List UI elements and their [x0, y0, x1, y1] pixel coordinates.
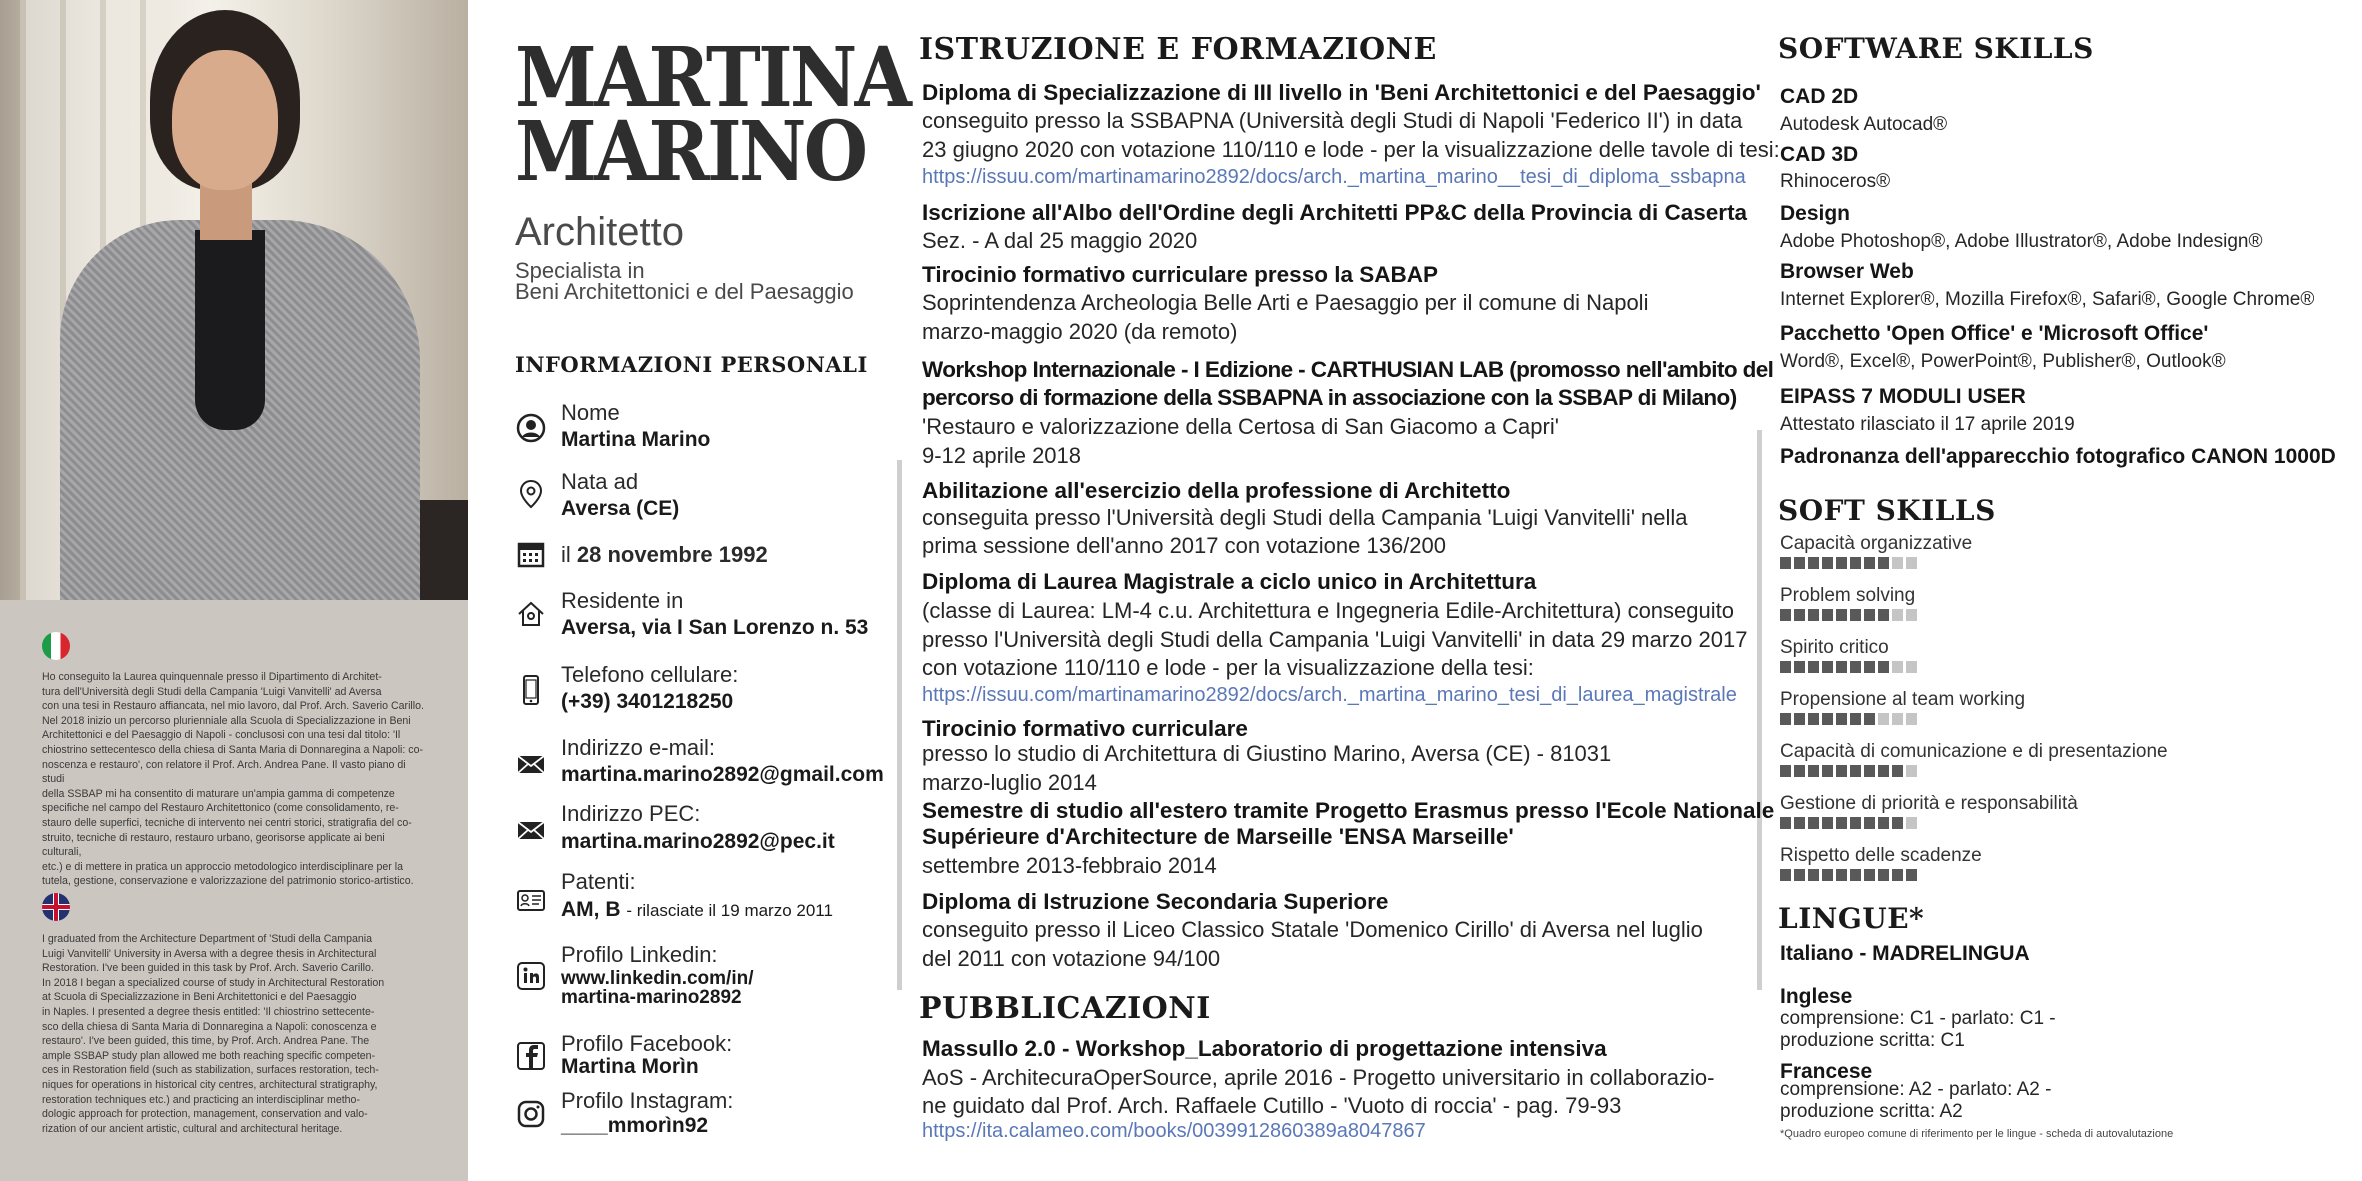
- personal-info-heading: INFORMAZIONI PERSONALI: [515, 352, 868, 377]
- education-text: del 2011 con votazione 94/100: [922, 946, 1221, 971]
- level-segment: [1836, 713, 1847, 725]
- level-segment: [1906, 869, 1917, 881]
- bio-line: struito, tecniche di restauro, restauro urbano, georisorse applicate ai beni culturali,: [42, 831, 385, 859]
- language-native: Italiano - MADRELINGUA: [1780, 942, 2030, 965]
- bio-line: ample SSBAP study plan allowed me both reaching specific competen-: [42, 1049, 376, 1062]
- level-segment: [1822, 557, 1833, 569]
- level-segment: [1794, 661, 1805, 673]
- phone-value[interactable]: (+39) 3401218250: [561, 690, 734, 713]
- education-title: Diploma di Istruzione Secondaria Superiore: [922, 889, 1389, 914]
- home-icon: [515, 598, 547, 630]
- level-segment: [1780, 817, 1791, 829]
- publication-title: Massullo 2.0 - Workshop_Laboratorio di progettazione intensiva: [922, 1036, 1607, 1061]
- level-segment: [1822, 765, 1833, 777]
- bio-line: specifiche nel campo del Restauro Architettonico (come consolidamento, re-: [42, 802, 399, 815]
- soft-skills-heading: SOFT SKILLS: [1778, 494, 1996, 527]
- soft-skill-level-bar: [1780, 817, 1917, 829]
- bio-line: stauro delle superfici, tecniche di intervento nei centri storici, stratigrafia del co-: [42, 816, 412, 829]
- level-segment: [1836, 869, 1847, 881]
- level-segment: [1794, 765, 1805, 777]
- education-text: prima sessione dell'anno 2017 con votazione 136/200: [922, 533, 1447, 558]
- education-text: presso l'Università degli Studi della Campania 'Luigi Vanvitelli' in data 29 marzo 2017: [922, 627, 1748, 652]
- instagram-icon: [515, 1098, 547, 1130]
- bio-line: niques for operations in historical city centres, architectural stratigraphy,: [42, 1078, 378, 1091]
- bio-line: sco della chiesa di Santa Maria di Donnaregina a Napoli: conoscenza e: [42, 1020, 377, 1033]
- calendar-icon: [515, 538, 547, 570]
- uk-flag-icon: [42, 893, 70, 921]
- level-segment: [1850, 869, 1861, 881]
- education-title: Abilitazione all'esercizio della professione di Architetto: [922, 478, 1511, 503]
- education-title: Semestre di studio all'estero tramite Progetto Erasmus presso l'Ecole Nationale: [922, 798, 1775, 823]
- level-segment: [1780, 765, 1791, 777]
- specialization-line1: Specialista in: [515, 258, 645, 283]
- education-title: Diploma di Specializzazione di III livello in 'Beni Architettonici e del Paesaggio': [922, 80, 1761, 105]
- level-segment: [1878, 661, 1889, 673]
- soft-skill-label: Problem solving: [1780, 585, 1916, 606]
- level-segment: [1892, 817, 1903, 829]
- level-segment: [1892, 765, 1903, 777]
- level-segment: [1836, 557, 1847, 569]
- soft-skill-label: Spirito critico: [1780, 637, 1889, 658]
- bio-line: restauro'. I've been guided, this time, by Prof. Arch. Andrea Pane. The: [42, 1035, 370, 1048]
- publication-text: ne guidato dal Prof. Arch. Raffaele Cutillo - 'Vuoto di roccia' - pag. 79-93: [922, 1093, 1622, 1118]
- languages-heading: LINGUE*: [1778, 902, 1925, 935]
- bio-line: Luigi Vanvitelli' University in Aversa with a degree thesis in Architectural: [42, 947, 377, 960]
- facebook-value[interactable]: Martina Morìn: [561, 1055, 699, 1078]
- level-segment: [1780, 713, 1791, 725]
- skill-head-cad2d: CAD 2D: [1780, 85, 1859, 108]
- education-text: presso lo studio di Architettura di Giustino Marino, Aversa (CE) - 81031: [922, 741, 1612, 766]
- level-segment: [1780, 661, 1791, 673]
- level-segment: [1780, 869, 1791, 881]
- level-segment: [1864, 713, 1875, 725]
- bio-line: della SSBAP mi ha consentito di maturare un'ampia gamma di competenze: [42, 787, 395, 800]
- level-segment: [1892, 609, 1903, 621]
- soft-skill-level-bar: [1780, 609, 1917, 621]
- education-heading: ISTRUZIONE E FORMAZIONE: [919, 32, 1437, 67]
- column-divider-right: [1757, 430, 1762, 990]
- soft-skill-level-bar: [1780, 661, 1917, 673]
- level-segment: [1906, 713, 1917, 725]
- birthplace-value: Aversa (CE): [561, 497, 680, 520]
- level-segment: [1906, 557, 1917, 569]
- bio-line: in Naples. I presented a degree thesis entitled: 'Il chiostrino settecente-: [42, 1005, 375, 1018]
- skill-text-browser: Internet Explorer®, Mozilla Firefox®, Safari®, Google Chrome®: [1780, 289, 2315, 310]
- education-text: conseguito presso la SSBAPNA (Università degli Studi di Napoli 'Federico II') in data: [922, 108, 1743, 133]
- residence-label: Residente in: [561, 588, 684, 613]
- education-text: marzo-maggio 2020 (da remoto): [922, 319, 1238, 344]
- level-segment: [1850, 765, 1861, 777]
- residence-value: Aversa, via I San Lorenzo n. 53: [561, 616, 869, 639]
- pec-label: Indirizzo PEC:: [561, 801, 701, 826]
- bio-line: noscenza e restauro', con relatore il Prof. Arch. Andrea Pane. Il vasto piano di studi: [42, 758, 406, 786]
- bio-line: Architettonici e del Paesaggio di Napoli - conclusosi con una tesi dal titolo: 'Il: [42, 729, 401, 742]
- level-segment: [1878, 609, 1889, 621]
- level-segment: [1878, 557, 1889, 569]
- level-segment: [1822, 817, 1833, 829]
- software-skills-heading: SOFTWARE SKILLS: [1778, 32, 2094, 65]
- level-segment: [1906, 817, 1917, 829]
- bio-line: restoration techniques etc.) and practicing an interdisciplinar metho-: [42, 1093, 360, 1106]
- education-title: Tirocinio formativo curriculare: [922, 716, 1248, 741]
- soft-skill-label: Gestione di priorità e responsabilità: [1780, 793, 2078, 814]
- level-segment: [1822, 661, 1833, 673]
- education-title: Diploma di Laurea Magistrale a ciclo unico in Architettura: [922, 569, 1537, 594]
- driving-license-icon: [515, 884, 547, 916]
- soft-skill-level-bar: [1780, 765, 1917, 777]
- language-french-head: Francese: [1780, 1060, 1873, 1083]
- email-value[interactable]: martina.marino2892@gmail.com: [561, 763, 884, 786]
- level-segment: [1808, 869, 1819, 881]
- publications-heading: PUBBLICAZIONI: [919, 991, 1211, 1026]
- bio-line: rization of our ancient artistic, cultural and architectural heritage.: [42, 1122, 343, 1135]
- level-segment: [1808, 661, 1819, 673]
- level-segment: [1836, 817, 1847, 829]
- level-segment: [1808, 817, 1819, 829]
- level-segment: [1822, 609, 1833, 621]
- name-value: Martina Marino: [561, 428, 711, 451]
- level-segment: [1878, 713, 1889, 725]
- skill-text-cad2d: Autodesk Autocad®: [1780, 114, 1948, 135]
- soft-skill-label: Capacità organizzative: [1780, 533, 1973, 554]
- level-segment: [1850, 557, 1861, 569]
- level-segment: [1822, 713, 1833, 725]
- instagram-label: Profilo Instagram:: [561, 1088, 734, 1113]
- level-segment: [1864, 661, 1875, 673]
- linkedin-value-line1[interactable]: www.linkedin.com/in/: [561, 968, 754, 989]
- skill-head-camera: Padronanza dell'apparecchio fotografico CANON 1000D: [1780, 445, 2336, 468]
- language-french-line2: produzione scritta: A2: [1780, 1101, 1963, 1122]
- bio-line: tura dell'Università degli Studi della Campania 'Luigi Vanvitelli' ad Aversa: [42, 685, 382, 698]
- level-segment: [1906, 609, 1917, 621]
- last-name: MARINO: [515, 104, 866, 200]
- soft-skill-level-bar: [1780, 713, 1917, 725]
- soft-skill-level-bar: [1780, 869, 1917, 881]
- language-french-line1: comprensione: A2 - parlato: A2 -: [1780, 1079, 2052, 1100]
- skill-text-cad3d: Rhinoceros®: [1780, 171, 1891, 192]
- level-segment: [1780, 609, 1791, 621]
- bio-line: dologic approach for protection, management, conservation and valo-: [42, 1108, 368, 1121]
- pec-mail-icon: [515, 814, 547, 846]
- level-segment: [1794, 609, 1805, 621]
- bio-line: I graduated from the Architecture Department of 'Studi della Campania: [42, 933, 373, 945]
- level-segment: [1864, 765, 1875, 777]
- education-text: conseguita presso l'Università degli Studi della Campania 'Luigi Vanvitelli' nella: [922, 505, 1688, 530]
- level-segment: [1864, 557, 1875, 569]
- education-text: marzo-luglio 2014: [922, 770, 1097, 795]
- skill-text-office: Word®, Excel®, PowerPoint®, Publisher®, Outlook®: [1780, 351, 2226, 372]
- education-text: Sez. - A dal 25 maggio 2020: [922, 228, 1198, 253]
- level-segment: [1836, 661, 1847, 673]
- level-segment: [1864, 609, 1875, 621]
- level-segment: [1850, 713, 1861, 725]
- bio-line: Ho conseguito la Laurea quinquennale presso il Dipartimento di Architet-: [42, 671, 382, 683]
- education-title: Supérieure d'Architecture de Marseille 'ENSA Marseille': [922, 824, 1514, 849]
- bio-line: at Scuola di Specializzazione in Beni Architettonici e del Paesaggio: [42, 991, 357, 1004]
- phone-icon: [515, 674, 547, 706]
- education-text: (classe di Laurea: LM-4 c.u. Architettura e Ingegneria Edile-Architettura) conseguito: [922, 598, 1734, 623]
- first-name: MARTINA: [515, 30, 910, 126]
- level-segment: [1892, 713, 1903, 725]
- language-english-line2: produzione scritta: C1: [1780, 1030, 1965, 1051]
- name-label: Nome: [561, 400, 620, 425]
- location-pin-icon: [515, 478, 547, 510]
- education-text: 23 giugno 2020 con votazione 110/110 e lode - per la visualizzazione delle tavole di tesi:: [922, 137, 1780, 162]
- pec-value[interactable]: martina.marino2892@pec.it: [561, 830, 835, 853]
- education-text: 'Restauro e valorizzazione della Certosa di San Giacomo a Capri': [922, 414, 1559, 439]
- skill-text-design: Adobe Photoshop®, Adobe Illustrator®, Adobe Indesign®: [1780, 231, 2263, 252]
- level-segment: [1892, 661, 1903, 673]
- license-label: Patenti:: [561, 869, 636, 894]
- skill-head-eipass: EIPASS 7 MODULI USER: [1780, 385, 2026, 408]
- level-segment: [1808, 713, 1819, 725]
- skill-head-office: Pacchetto 'Open Office' e 'Microsoft Office': [1780, 322, 2209, 345]
- education-text: Soprintendenza Archeologia Belle Arti e Paesaggio per il comune di Napoli: [922, 290, 1649, 315]
- column-divider: [897, 460, 902, 990]
- license-value: AM, B: [561, 898, 621, 921]
- level-segment: [1794, 557, 1805, 569]
- level-segment: [1878, 869, 1889, 881]
- level-segment: [1850, 661, 1861, 673]
- italy-flag-icon: [42, 632, 70, 660]
- level-segment: [1864, 817, 1875, 829]
- thesis-link[interactable]: https://issuu.com/martinamarino2892/docs/arch._martina_marino_tesi_di_laurea_magistrale: [922, 684, 1737, 706]
- instagram-value[interactable]: ____mmorìn92: [561, 1114, 709, 1137]
- linkedin-value-line2[interactable]: martina-marino2892: [561, 987, 742, 1008]
- soft-skill-label: Capacità di comunicazione e di presentazione: [1780, 741, 2168, 762]
- level-segment: [1906, 661, 1917, 673]
- language-english-line1: comprensione: C1 - parlato: C1 -: [1780, 1008, 2056, 1029]
- level-segment: [1794, 713, 1805, 725]
- education-title: Tirocinio formativo curriculare presso la SABAP: [922, 262, 1438, 287]
- publication-link[interactable]: https://ita.calameo.com/books/0039912860389a8047867: [922, 1120, 1426, 1142]
- birthdate-value: 28 novembre 1992: [576, 542, 768, 567]
- level-segment: [1836, 609, 1847, 621]
- profession-title: Architetto: [515, 210, 684, 254]
- thesis-link[interactable]: https://issuu.com/martinamarino2892/docs/arch._martina_marino__tesi_di_diploma_ssbapna: [922, 166, 1746, 188]
- language-footnote: *Quadro europeo comune di riferimento per le lingue - scheda di autovalutazione: [1780, 1128, 2174, 1140]
- bio-line: chiostrino settecentesco della chiesa di Santa Maria di Donnaregina a Napoli: co-: [42, 743, 424, 756]
- license-note: - rilasciate il 19 marzo 2011: [626, 901, 833, 920]
- level-segment: [1822, 869, 1833, 881]
- soft-skill-level-bar: [1780, 557, 1917, 569]
- soft-skill-label: Propensione al team working: [1780, 689, 2026, 710]
- skill-head-browser: Browser Web: [1780, 260, 1914, 283]
- education-text: con votazione 110/110 e lode - per la visualizzazione della tesi:: [922, 655, 1534, 680]
- birthplace-label: Nata ad: [561, 469, 639, 494]
- education-title: percorso di formazione della SSBAPNA in associazione con la SSBAP di Milano): [922, 385, 1737, 410]
- email-icon: [515, 748, 547, 780]
- skill-head-design: Design: [1780, 202, 1851, 225]
- bio-line: ces in Restoration field (such as stabilization, surfaces restoration, tech-: [42, 1064, 379, 1077]
- level-segment: [1906, 765, 1917, 777]
- birthdate-prefix: il: [561, 542, 571, 567]
- level-segment: [1864, 869, 1875, 881]
- level-segment: [1892, 869, 1903, 881]
- level-segment: [1878, 817, 1889, 829]
- bio-line: etc.) e di mettere in pratica un approccio metodologico interdisciplinare per la: [42, 860, 403, 873]
- level-segment: [1808, 557, 1819, 569]
- level-segment: [1836, 765, 1847, 777]
- level-segment: [1808, 765, 1819, 777]
- license-row: [561, 898, 833, 922]
- education-text: conseguito presso il Liceo Classico Statale 'Domenico Cirillo' di Aversa nel luglio: [922, 917, 1703, 942]
- language-english-head: Inglese: [1780, 985, 1853, 1008]
- bio-italian: [42, 670, 426, 889]
- linkedin-icon: [515, 960, 547, 992]
- bio-line: Nel 2018 inizio un percorso plurienniale alla Scuola di Specializzazione in Beni: [42, 714, 411, 727]
- facebook-label: Profilo Facebook:: [561, 1031, 733, 1056]
- bio-line: con una tesi in Restauro affiancata, nel mio lavoro, dal Prof. Arch. Saverio Carillo.: [42, 700, 424, 713]
- level-segment: [1850, 817, 1861, 829]
- skill-head-cad3d: CAD 3D: [1780, 143, 1859, 166]
- facebook-icon: [515, 1040, 547, 1072]
- bio-english: [42, 932, 426, 1136]
- education-title: Workshop Internazionale - I Edizione - CARTHUSIAN LAB (promosso nell'ambito del: [922, 357, 1774, 382]
- bio-line: Restoration. I've been guided in this task by Prof. Arch. Saverio Carillo.: [42, 962, 374, 975]
- level-segment: [1780, 557, 1791, 569]
- level-segment: [1850, 609, 1861, 621]
- level-segment: [1794, 817, 1805, 829]
- education-text: 9-12 aprile 2018: [922, 443, 1082, 468]
- user-icon: [515, 412, 547, 444]
- specialization-line2: Beni Architettonici e del Paesaggio: [515, 279, 854, 304]
- publication-text: AoS - ArchitecuraOperSource, aprile 2016 - Progetto universitario in collaborazio-: [922, 1065, 1715, 1090]
- bio-line: In 2018 I began a specialized course of study in Architectural Restoration: [42, 976, 385, 989]
- phone-label: Telefono cellulare:: [561, 662, 739, 687]
- skill-text-eipass: Attestato rilasciato il 17 aprile 2019: [1780, 414, 2075, 435]
- email-label: Indirizzo e-mail:: [561, 735, 716, 760]
- education-text: settembre 2013-febbraio 2014: [922, 853, 1217, 878]
- bio-line: tutela, gestione, conservazione e valorizzazione del patrimonio storico-artistico.: [42, 875, 414, 888]
- level-segment: [1892, 557, 1903, 569]
- level-segment: [1808, 609, 1819, 621]
- level-segment: [1794, 869, 1805, 881]
- linkedin-label: Profilo Linkedin:: [561, 942, 718, 967]
- education-title: Iscrizione all'Albo dell'Ordine degli Architetti PP&C della Provincia di Caserta: [922, 200, 1748, 225]
- level-segment: [1878, 765, 1889, 777]
- soft-skill-label: Rispetto delle scadenze: [1780, 845, 1982, 866]
- profile-photo: [0, 0, 468, 600]
- birthdate-row: [561, 542, 768, 568]
